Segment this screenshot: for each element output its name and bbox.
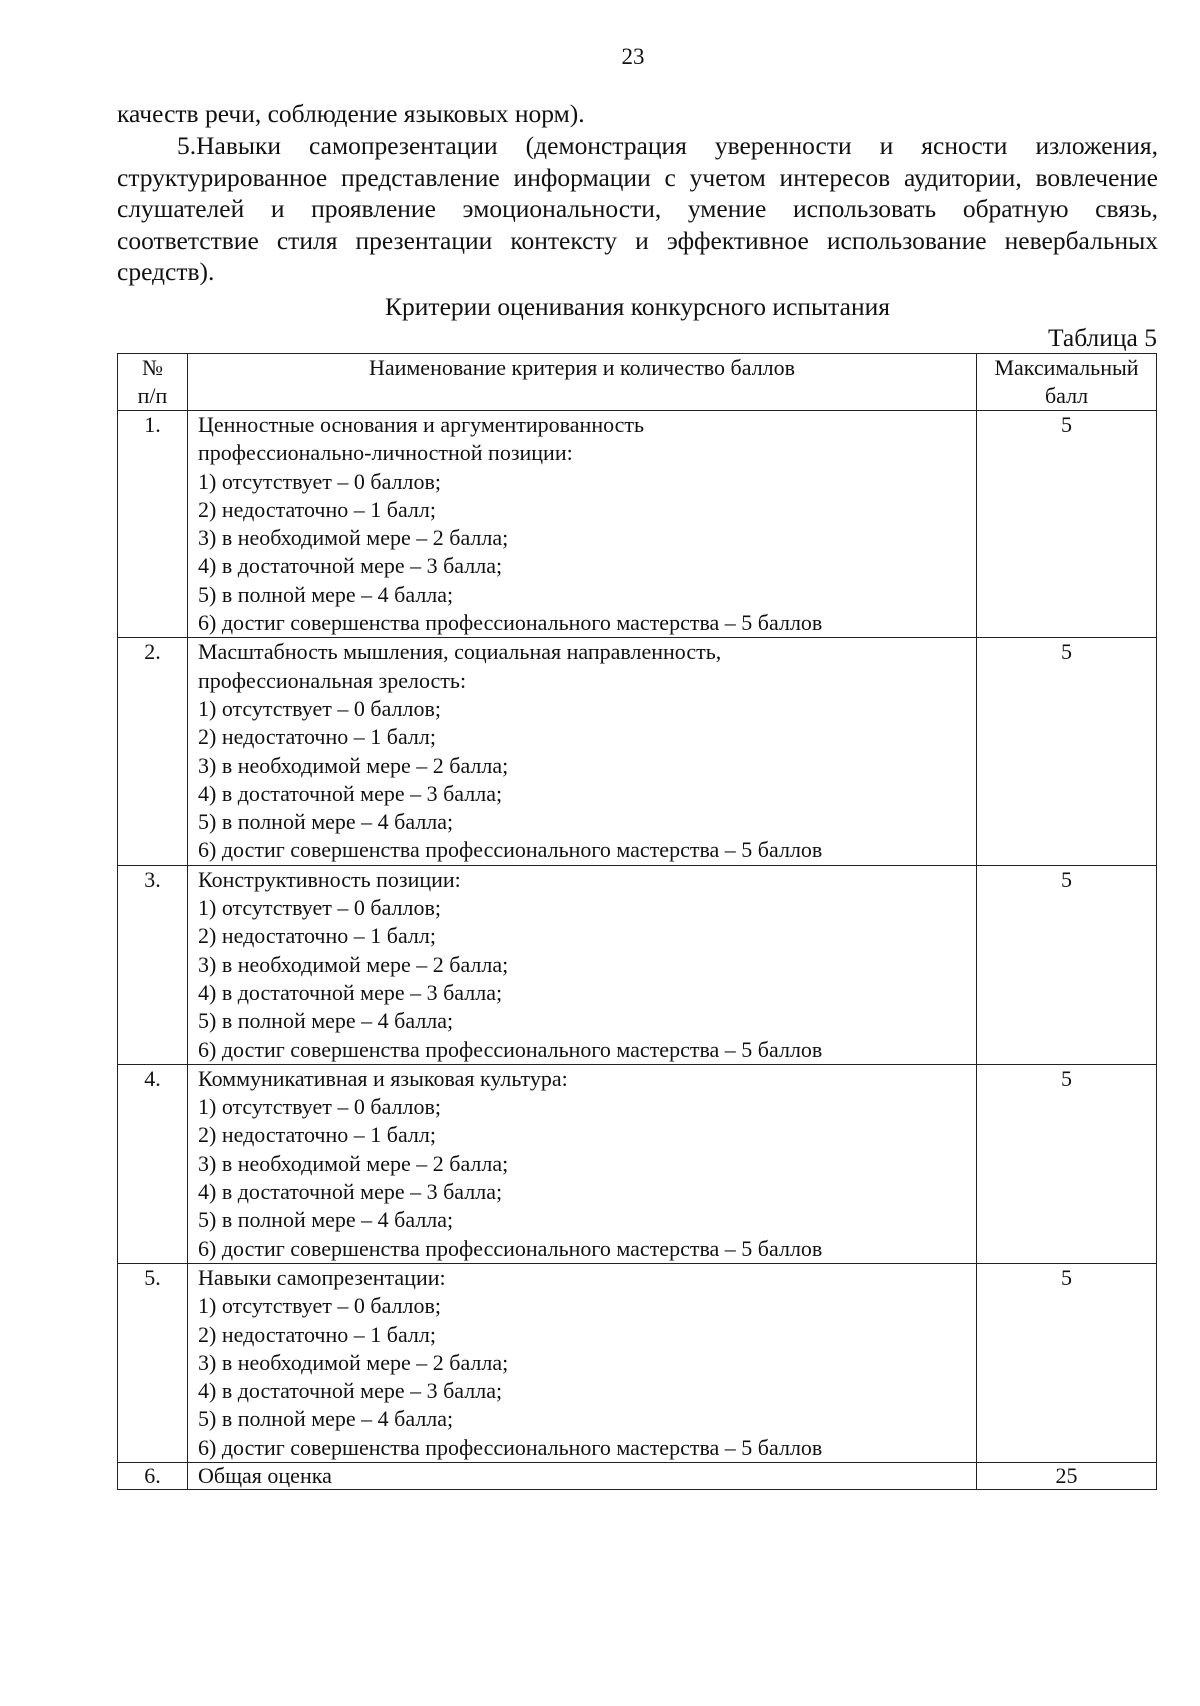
criteria-table (117, 353, 1157, 1490)
table-row (118, 638, 1157, 865)
header-row (118, 354, 1157, 411)
criterion-line: 4) в достаточной мере – 3 балла; (198, 1179, 503, 1205)
total-max: 25 (977, 1462, 1157, 1489)
max-score: 5 (977, 411, 1157, 638)
criterion-line: 4) в достаточной мере – 3 балла; (198, 553, 503, 579)
total-num: 6. (118, 1462, 188, 1489)
criterion-line: 5) в полной мере – 4 балла; (198, 581, 454, 607)
criterion-line: 3) в необходимой мере – 2 балла; (198, 951, 509, 977)
criterion-line: 1) отсутствует – 0 баллов; (198, 1293, 441, 1319)
criterion-cell (188, 638, 977, 865)
table-row (118, 865, 1157, 1064)
criterion-line: 5) в полной мере – 4 балла; (198, 1406, 454, 1432)
criterion-cell (188, 411, 977, 638)
criterion-line: 1) отсутствует – 0 баллов; (198, 895, 441, 921)
criterion-line: 5) в полной мере – 4 балла; (198, 1008, 454, 1034)
total-label: Общая оценка (188, 1462, 977, 1489)
page-number: 23 (621, 44, 645, 69)
criterion-title: Конструктивность позиции: (198, 866, 461, 892)
criterion-line: 3) в необходимой мере – 2 балла; (198, 1150, 509, 1176)
criterion-line: 3) в необходимой мере – 2 балла; (198, 752, 509, 778)
table-row-total (118, 1462, 1157, 1489)
criterion-line: профессионально-личностной позиции: (198, 440, 573, 466)
criterion-cell (188, 865, 977, 1064)
criterion-line: 6) достиг совершенства профессионального мастерства – 5 баллов (198, 1036, 823, 1062)
criterion-line: 2) недостаточно – 1 балл; (198, 724, 436, 750)
criterion-title: Навыки самопрезентации: (198, 1264, 446, 1290)
table-body (118, 411, 1157, 1490)
criterion-line: 1) отсутствует – 0 баллов; (198, 468, 441, 494)
row-number: 3. (118, 865, 188, 1064)
table-caption: Таблица 5 (1047, 323, 1157, 352)
table-row (118, 1263, 1157, 1462)
criterion-line: 2) недостаточно – 1 балл; (198, 923, 436, 949)
criterion-title: Коммуникативная и языковая культура: (198, 1065, 568, 1091)
header-num-line2: п/п (137, 383, 168, 408)
criterion-line: 4) в достаточной мере – 3 балла; (198, 1378, 503, 1404)
criterion-line: профессиональная зрелость: (198, 667, 467, 693)
criterion-line: 2) недостаточно – 1 балл; (198, 1122, 436, 1148)
header-score-line1: Максимальный (994, 355, 1139, 380)
row-number: 2. (118, 638, 188, 865)
criterion-line: 3) в необходимой мере – 2 балла; (198, 525, 509, 551)
criterion-line: 4) в достаточной мере – 3 балла; (198, 780, 503, 806)
section-title: Критерии оценивания конкурсного испытания (385, 292, 890, 321)
row-number: 5. (118, 1263, 188, 1462)
header-score-line2: балл (1044, 383, 1089, 408)
criterion-line: 4) в достаточной мере – 3 балла; (198, 979, 503, 1005)
paragraph-item-5: 5.Навыки самопрезентации (демонстрация уверенности и ясности изложения, структурированное представление информации с учетом интересов аудитории, вовлечение слушателей и проявление эмоциональности, умение использовать обратную связь, соответствие стиля презентации контексту и эффективное использование невербальных средств). (117, 131, 1158, 286)
header-max-score (977, 354, 1157, 411)
header-criterion (188, 354, 977, 411)
criterion-title: Масштабность мышления, социальная направленность, (198, 639, 722, 665)
criterion-line: 6) достиг совершенства профессионального мастерства – 5 баллов (198, 1235, 823, 1261)
max-score: 5 (977, 865, 1157, 1064)
criterion-title: Ценностные основания и аргументированность (198, 412, 645, 437)
criterion-line: 2) недостаточно – 1 балл; (198, 496, 436, 522)
criterion-line: 5) в полной мере – 4 балла; (198, 809, 454, 835)
header-criterion-label: Наименование критерия и количество баллов (368, 355, 796, 380)
row-number: 4. (118, 1064, 188, 1263)
max-score: 5 (977, 638, 1157, 865)
row-number: 1. (118, 411, 188, 638)
criterion-cell (188, 1263, 977, 1462)
criterion-line: 3) в необходимой мере – 2 балла; (198, 1349, 509, 1375)
criterion-line: 6) достиг совершенства профессионального мастерства – 5 баллов (198, 837, 823, 863)
criterion-line: 5) в полной мере – 4 балла; (198, 1207, 454, 1233)
criterion-line: 6) достиг совершенства профессионального мастерства – 5 баллов (198, 1434, 823, 1460)
paragraph-continuation: качеств речи, соблюдение языковых норм). (117, 99, 585, 128)
table-header (118, 354, 1157, 411)
table-row (118, 1064, 1157, 1263)
table-row (118, 411, 1157, 638)
header-num-line1: № (142, 355, 163, 380)
max-score: 5 (977, 1263, 1157, 1462)
criterion-line: 1) отсутствует – 0 баллов; (198, 695, 441, 721)
criterion-cell (188, 1064, 977, 1263)
max-score: 5 (977, 1064, 1157, 1263)
criterion-line: 6) достиг совершенства профессионального мастерства – 5 баллов (198, 610, 823, 636)
criterion-line: 2) недостаточно – 1 балл; (198, 1321, 436, 1347)
criterion-line: 1) отсутствует – 0 баллов; (198, 1094, 441, 1120)
header-num (118, 354, 188, 411)
